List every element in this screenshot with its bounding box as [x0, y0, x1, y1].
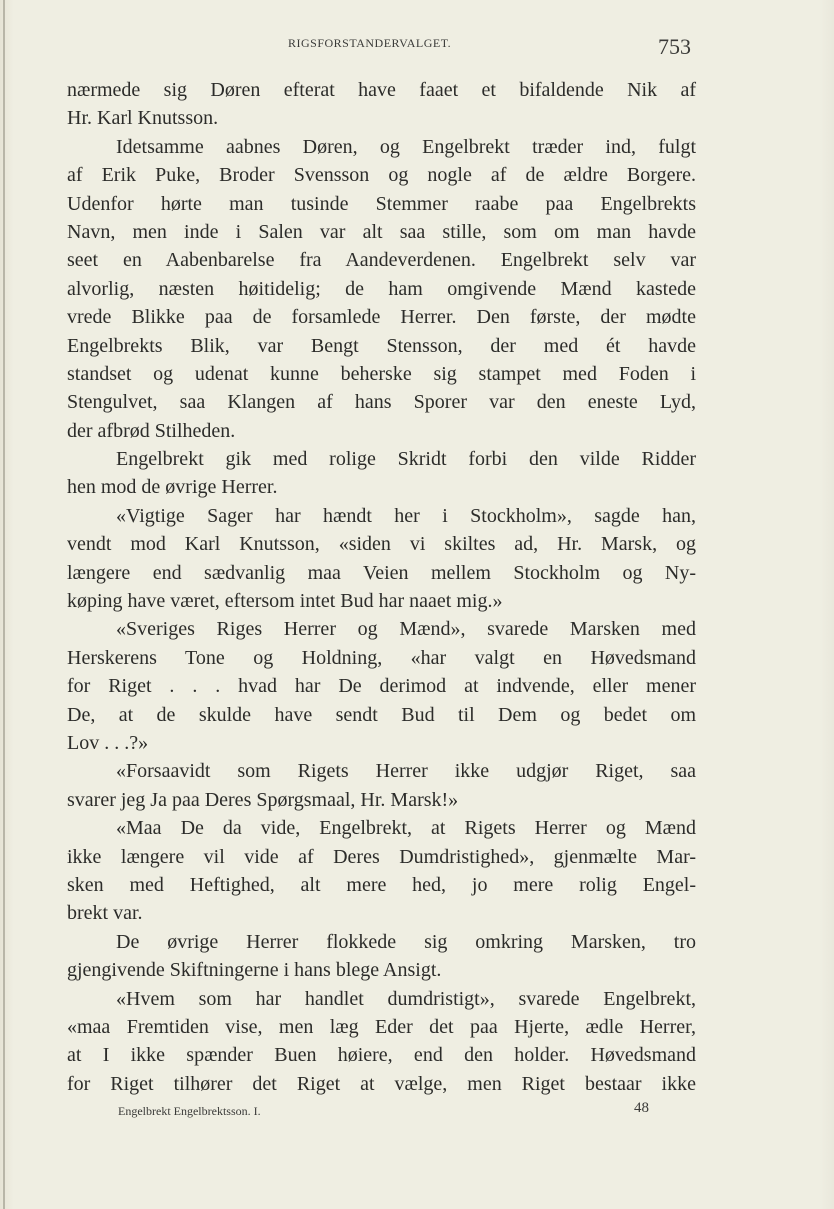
text-line: sken med Heftighed, alt mere hed, jo mere rolig Engel- — [67, 873, 696, 896]
text-line: seet en Aabenbarelse fra Aandeverdenen. Engelbrekt selv var — [67, 249, 696, 272]
text-line: brekt var. — [67, 902, 143, 925]
text-line: for Riget tilhører det Riget at vælge, men Riget bestaar ikke — [67, 1072, 696, 1095]
text-line: gjengivende Skiftningerne i hans blege Ansigt. — [67, 959, 442, 982]
printer-signature: Engelbrekt Engelbrektsson. I. — [118, 1104, 261, 1118]
sheet-number: 48 — [634, 1100, 649, 1116]
text-line: ikke længere vil vide af Deres Dumdristighed», gjenmælte Mar- — [67, 845, 696, 868]
text-line: standset og udenat kunne beherske sig stampet med Foden i — [67, 362, 696, 385]
page-edge-shadow — [3, 0, 5, 1209]
text-line: at I ikke spænder Buen høiere, end den holder. Høvedsmand — [67, 1044, 696, 1067]
text-line: for Riget . . . hvad har De derimod at indvende, eller mener — [67, 675, 696, 698]
text-line: «Hvem som har handlet dumdristigt», svarede Engelbrekt, — [116, 987, 696, 1010]
text-line: svarer jeg Ja paa Deres Spørgsmaal, Hr. Marsk!» — [67, 788, 459, 811]
text-line: Engelbrekt gik med rolige Skridt forbi den vilde Ridder — [116, 448, 696, 471]
text-line: af Erik Puke, Broder Svensson og nogle af de ældre Borgere. — [67, 164, 696, 187]
text-line: De øvrige Herrer flokkede sig omkring Marsken, tro — [116, 930, 696, 953]
text-line: Navn, men inde i Salen var alt saa stille, som om man havde — [67, 220, 696, 243]
text-line: der afbrød Stilheden. — [67, 419, 236, 442]
text-line: Hr. Karl Knutsson. — [67, 107, 219, 130]
text-line: «Forsaavidt som Rigets Herrer ikke udgjør Riget, saa — [116, 760, 696, 783]
text-line: De, at de skulde have sendt Bud til Dem og bedet om — [67, 703, 696, 726]
text-line: Herskerens Tone og Holdning, «har valgt en Høvedsmand — [67, 646, 696, 669]
text-line: «Sveriges Riges Herrer og Mænd», svarede Marsken med — [116, 618, 696, 641]
text-line: Stengulvet, saa Klangen af hans Sporer var den eneste Lyd, — [67, 391, 696, 414]
text-line: Lov . . .?» — [67, 731, 149, 754]
text-line: nærmede sig Døren efterat have faaet et bifaldende Nik af — [67, 79, 696, 101]
text-line: køping have været, eftersom intet Bud har naaet mig.» — [67, 590, 503, 613]
text-line: længere end sædvanlig maa Veien mellem Stockholm og Ny- — [67, 561, 696, 584]
text-line: vrede Blikke paa de forsamlede Herrer. Den første, der mødte — [67, 306, 696, 329]
body-text — [67, 76, 696, 1098]
text-line: hen mod de øvrige Herrer. — [67, 476, 278, 499]
page-number: 753 — [658, 34, 691, 59]
text-line: «Vigtige Sager har hændt her i Stockholm», sagde han, — [116, 504, 696, 527]
text-line: «maa Fremtiden vise, men læg Eder det paa Hjerte, ædle Herrer, — [67, 1015, 696, 1038]
running-head: RIGSFORSTANDERVALGET. — [288, 36, 452, 50]
text-line: Idetsamme aabnes Døren, og Engelbrekt træder ind, fulgt — [116, 135, 696, 158]
text-line: Engelbrekts Blik, var Bengt Stensson, der med ét havde — [67, 334, 696, 357]
text-line: vendt mod Karl Knutsson, «siden vi skiltes ad, Hr. Marsk, og — [67, 533, 696, 556]
text-line: alvorlig, næsten høitidelig; de ham omgivende Mænd kastede — [67, 277, 696, 300]
text-line: «Maa De da vide, Engelbrekt, at Rigets Herrer og Mænd — [116, 817, 696, 840]
text-line: Udenfor hørte man tusinde Stemmer raabe paa Engelbrekts — [67, 192, 696, 215]
